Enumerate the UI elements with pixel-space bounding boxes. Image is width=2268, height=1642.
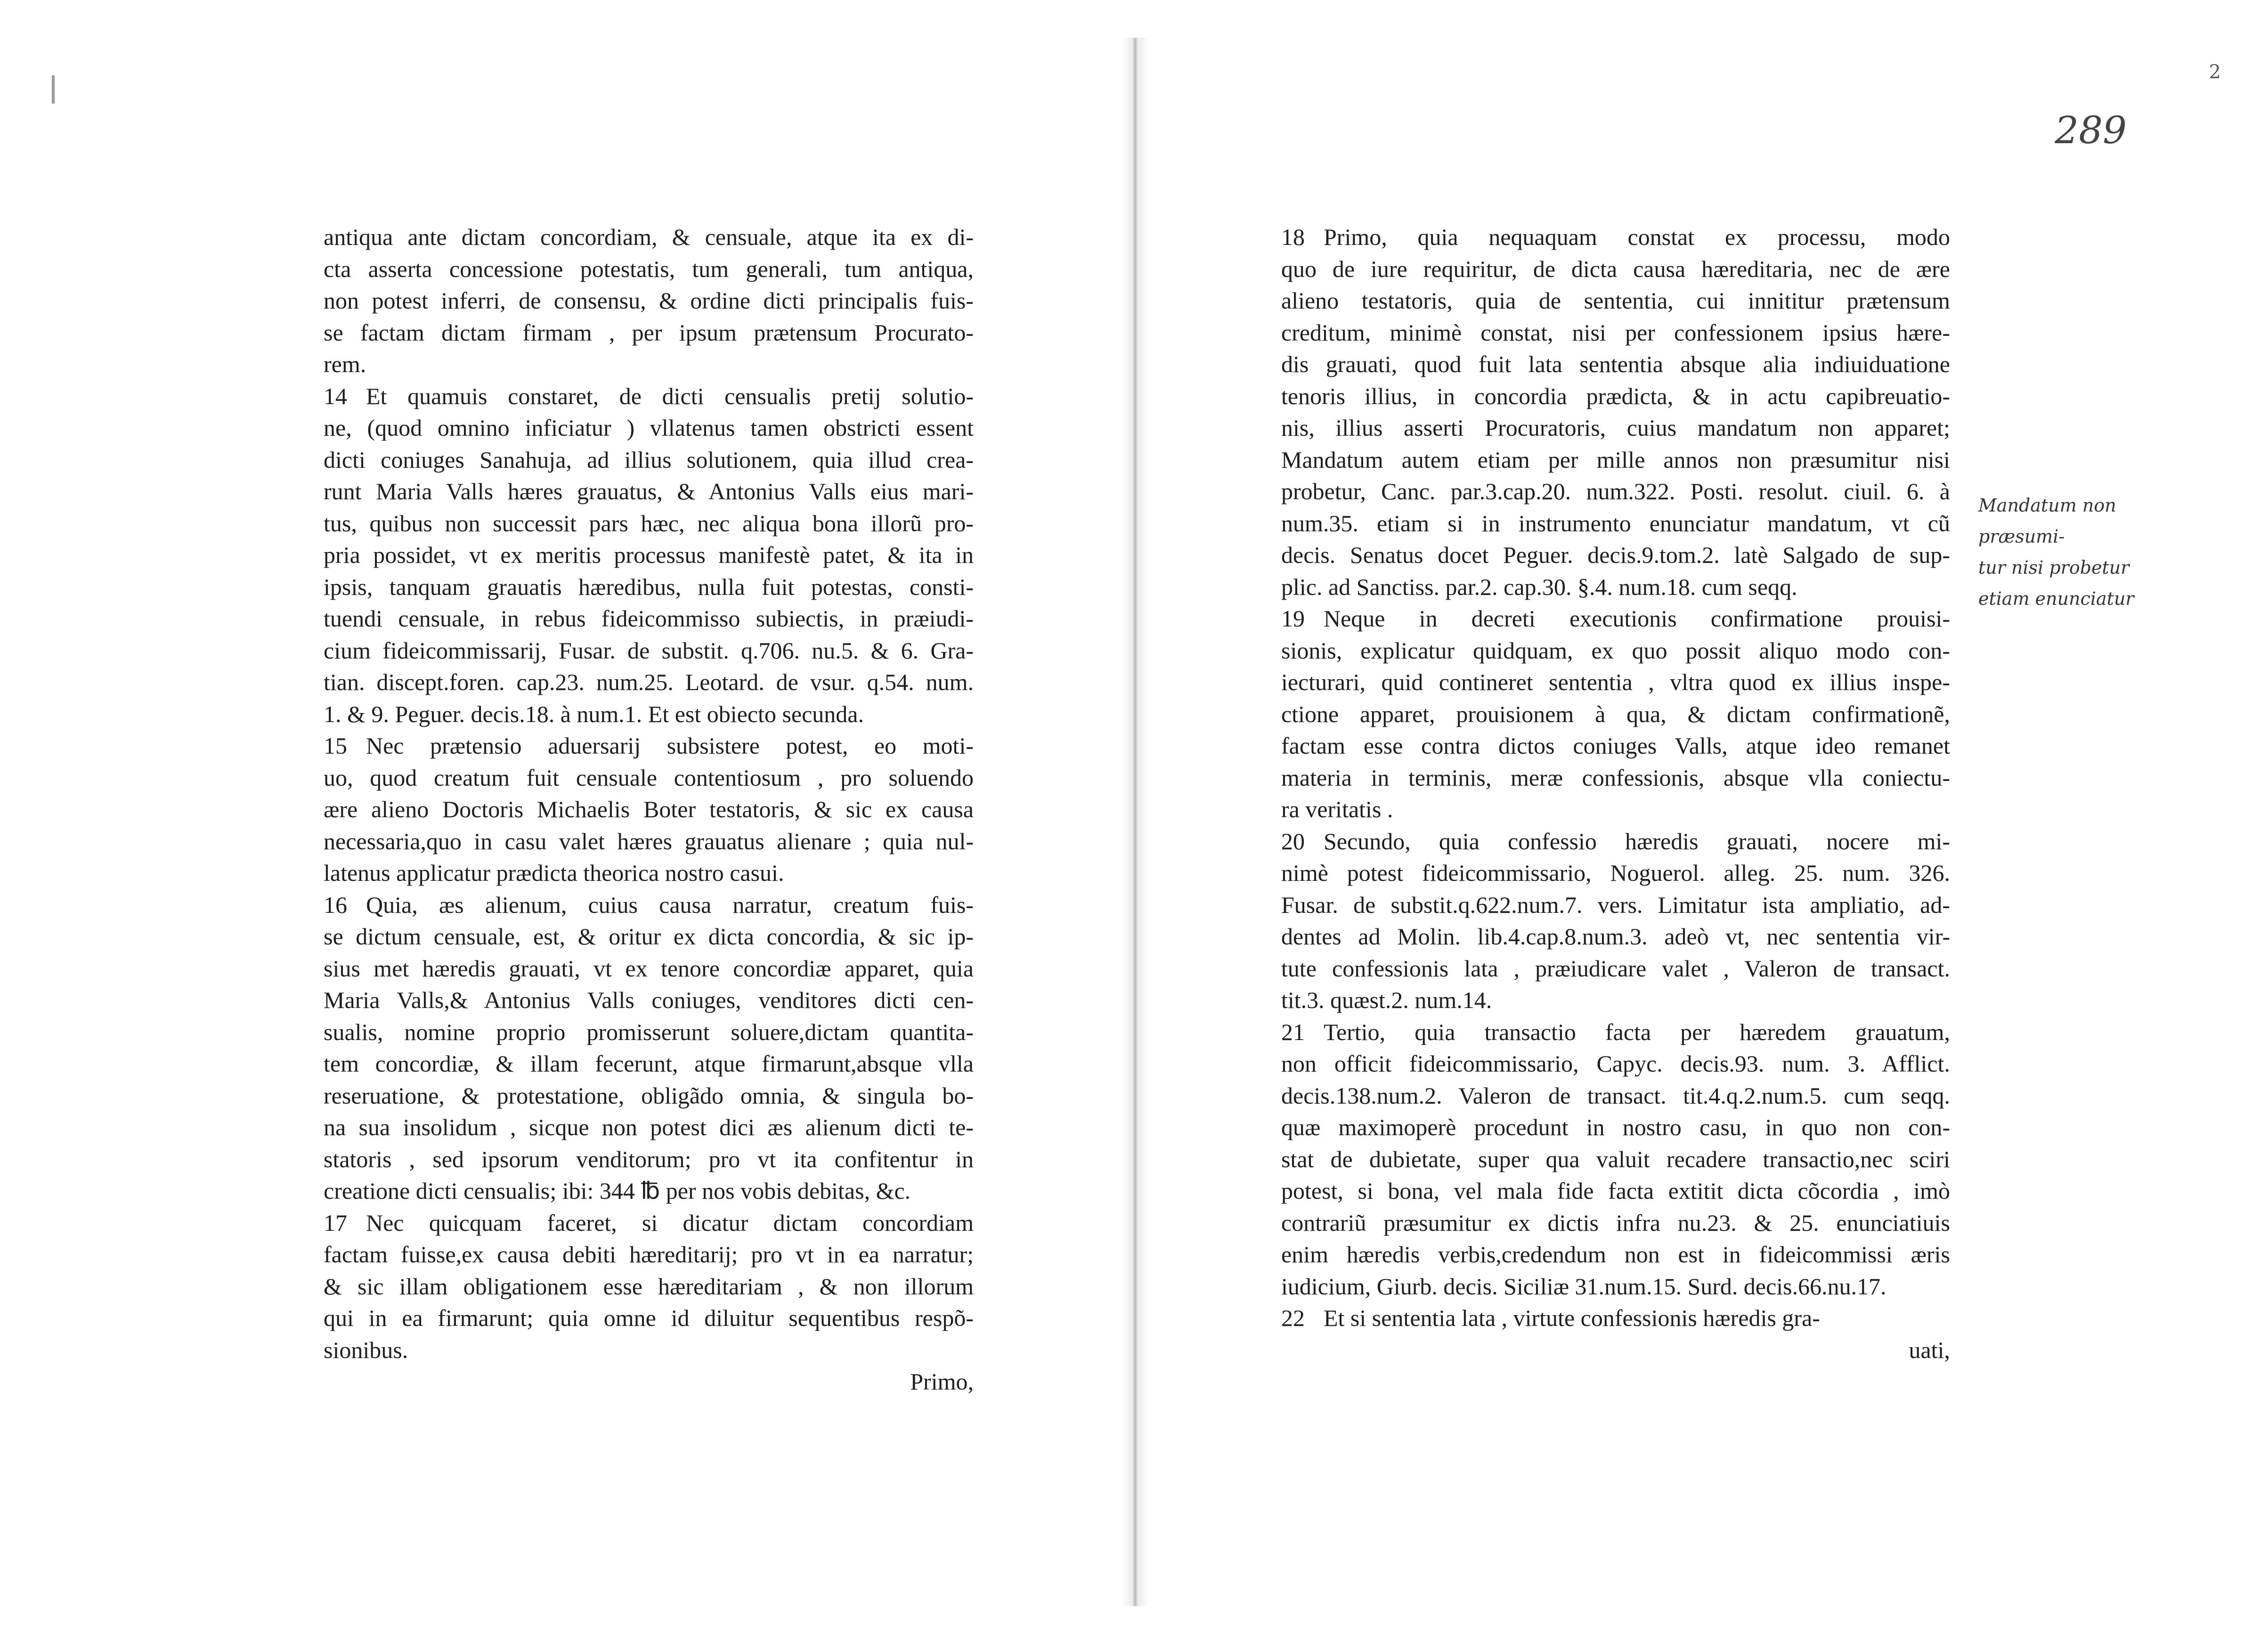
text-line: nis, illius asserti Procuratoris, cuius mandatum non apparet;	[1281, 415, 1950, 441]
text-line: se factam dictam firmam , per ipsum prætensum Procurato-	[324, 319, 974, 346]
margin-note-line: etiam enunciatur	[1978, 588, 2134, 609]
handwritten-margin-note	[1978, 490, 2162, 614]
text-line: sualis, nomine proprio promisserunt soluere,dictam quantita-	[324, 1018, 974, 1045]
text-line: latenus applicatur prædicta theorica nostro casui.	[324, 860, 784, 886]
text-line: tenoris illius, in concordia prædicta, & in actu capibreuatio-	[1281, 382, 1950, 409]
paragraph-number: 14	[324, 382, 347, 409]
text-line: pria possidet, vt ex meritis processus manifestè patet, & ita in	[324, 542, 974, 568]
text-line: Maria Valls,& Antonius Valls coniuges, venditores dicti cen-	[324, 987, 974, 1013]
left-page-text	[324, 221, 974, 1398]
text-line: cium fideicommissarij, Fusar. de substit. q.706. nu.5. & 6. Gra-	[324, 637, 974, 664]
left-page	[0, 0, 1128, 1642]
catchword: Primo,	[910, 1368, 974, 1395]
text-line: sionis, explicatur quidquam, ex quo possit aliquo modo con-	[1281, 637, 1950, 664]
text-line: 14 Et quamuis constaret, de dicti censualis pretij solutio-	[324, 381, 974, 413]
paragraph-number: 16	[324, 891, 347, 918]
text-line: tus, quibus non successit pars hæc, nec aliqua bona illorũ pro-	[324, 510, 974, 536]
text-line: se dictum censuale, est, & oritur ex dicta concordia, & sic ip-	[324, 923, 974, 950]
text-line: antiqua ante dictam concordiam, & censuale, atque ita ex di-	[324, 224, 974, 250]
text-line: runt Maria Valls hæres grauatus, & Antonius Valls eius mari-	[324, 478, 974, 504]
text-line: reseruatione, & protestatione, obligãdo omnia, & singula bo-	[324, 1082, 974, 1109]
margin-note-line: Mandatum non præsumi-	[1978, 495, 2116, 547]
paragraph	[1281, 221, 1950, 603]
right-page	[1140, 0, 2268, 1642]
text-line: non officit fideicommissario, Capyc. decis.93. num. 3. Afflict.	[1281, 1050, 1950, 1077]
text-line: Mandatum autem etiam per mille annos non præsumitur nisi	[1281, 446, 1950, 473]
text-line: 15 Nec prætensio aduersarij subsistere potest, eo moti-	[324, 730, 974, 762]
text-line: contrariũ præsumitur ex dictis infra nu.23. & 25. enunciatiuis	[1281, 1209, 1950, 1236]
text-line: dentes ad Molin. lib.4.cap.8.num.3. adeò vt, nec sententia vir-	[1281, 923, 1950, 950]
text-line: creditum, minimè constat, nisi per confessionem ipsius hære-	[1281, 319, 1950, 346]
corner-mark: 2	[2209, 61, 2221, 83]
text-line: ipsis, tanquam grauatis hæredibus, nulla fuit potestas, consti-	[324, 573, 974, 600]
text-line: factam fuisse,ex causa debiti hæreditarij; pro vt in ea narratur;	[324, 1241, 974, 1268]
text-line: necessaria,quo in casu valet hæres grauatus alienare ; quia nul-	[324, 828, 974, 854]
paragraph-number: 22	[1281, 1305, 1305, 1331]
paragraph-number: 15	[324, 732, 347, 759]
text-line: statoris , sed ipsorum venditorum; pro vt ita confitentur in	[324, 1146, 974, 1172]
text-line: decis. Senatus docet Peguer. decis.9.tom.2. latè Salgado de sup-	[1281, 542, 1950, 568]
text-line: tem concordiæ, & illam fecerunt, atque firmarunt,absque vlla	[324, 1050, 974, 1077]
paragraph-number: 21	[1281, 1018, 1305, 1045]
text-line: non potest inferri, de consensu, & ordine dicti principalis fuis-	[324, 287, 974, 314]
text-line: ctione apparet, prouisionem à qua, & dictam confirmationẽ,	[1281, 700, 1950, 727]
text-line: creatione dicti censualis; ibi: 344 ℔ per nos vobis debitas, &c.	[324, 1178, 911, 1204]
text-line: enim hæredis verbis,credendum non est in fideicommissi æris	[1281, 1241, 1950, 1268]
text-line: factam esse contra dictos coniuges Valls, atque ideo remanet	[1281, 732, 1950, 759]
catchword: uati,	[1909, 1336, 1950, 1363]
text-line: probetur, Canc. par.3.cap.20. num.322. Posti. resolut. ciuil. 6. à	[1281, 478, 1950, 504]
text-line: iecturari, quid contineret sententia , vltra quod ex illius inspe-	[1281, 669, 1950, 695]
paragraph	[1281, 1016, 1950, 1303]
text-line: 18 Primo, quia nequaquam constat ex processu, modo	[1281, 221, 1950, 253]
text-line: 16 Quia, æs alienum, cuius causa narratur, creatum fuis-	[324, 889, 974, 921]
paragraph	[1281, 826, 1950, 1016]
paragraph	[324, 889, 974, 1207]
right-page-text	[1281, 221, 1950, 1366]
paragraph-number: 19	[1281, 605, 1305, 632]
paragraph	[324, 381, 974, 731]
text-line: tuendi censuale, in rebus fideicommisso subiectis, in præiudi-	[324, 605, 974, 632]
text-line: sius met hæredis grauati, vt ex tenore concordiæ apparet, quia	[324, 955, 974, 982]
text-line: quæ maximoperè procedunt in nostro casu, in quo non con-	[1281, 1114, 1950, 1140]
text-line: 19 Neque in decreti executionis confirmatione prouisi-	[1281, 603, 1950, 635]
text-line: cta asserta concessione potestatis, tum generali, tum antiqua,	[324, 255, 974, 282]
page-edge-mark	[52, 75, 55, 104]
text-line: 1. & 9. Peguer. decis.18. à num.1. Et est obiecto secunda.	[324, 700, 864, 727]
text-line: sionibus.	[324, 1336, 408, 1363]
text-line: tute confessionis lata , præiudicare valet , Valeron de transact.	[1281, 955, 1950, 982]
text-line: & sic illam obligationem esse hæreditariam , & non illorum	[324, 1273, 974, 1300]
text-line: 22 Et si sententia lata , virtute confessionis hæredis gra-	[1281, 1302, 1950, 1334]
text-line: num.35. etiam si in instrumento enunciatur mandatum, vt cũ	[1281, 510, 1950, 536]
text-line: dicti coniuges Sanahuja, ad illius solutionem, quia illud crea-	[324, 446, 974, 473]
text-line: potest, si bona, vel mala fide facta extitit dicta cõcordia , imò	[1281, 1178, 1950, 1204]
text-line: alieno testatoris, quia de sententia, cui innititur prætensum	[1281, 287, 1950, 314]
text-line: quo de iure requiritur, de dicta causa hæreditaria, nec de ære	[1281, 255, 1950, 282]
text-line: Fusar. de substit.q.622.num.7. vers. Limitatur ista ampliatio, ad-	[1281, 891, 1950, 918]
text-line: dis grauati, quod fuit lata sententia absque alia indiuiduatione	[1281, 351, 1950, 377]
folio-number: 289	[2055, 108, 2127, 152]
text-line: materia in terminis, meræ confessionis, absque vlla coniectu-	[1281, 764, 1950, 791]
text-line: na sua insolidum , sicque non potest dici æs alienum dicti te-	[324, 1114, 974, 1140]
text-line: tit.3. quæst.2. num.14.	[1281, 987, 1492, 1013]
text-line: decis.138.num.2. Valeron de transact. tit.4.q.2.num.5. cum seqq.	[1281, 1082, 1950, 1109]
text-line: rem.	[324, 351, 366, 377]
text-line: plic. ad Sanctiss. par.2. cap.30. §.4. num.18. cum seqq.	[1281, 573, 1797, 600]
text-line: stat de dubietate, super qua valuit recadere transactio,nec sciri	[1281, 1146, 1950, 1172]
paragraph	[1281, 603, 1950, 826]
paragraph-number: 20	[1281, 828, 1305, 854]
text-line: 21 Tertio, quia transactio facta per hæredem grauatum,	[1281, 1016, 1950, 1049]
text-line: 17 Nec quicquam faceret, si dicatur dictam concordiam	[324, 1207, 974, 1239]
text-line: tian. discept.foren. cap.23. num.25. Leotard. de vsur. q.54. num.	[324, 669, 974, 695]
paragraph	[1281, 1302, 1950, 1334]
margin-note-line: tur nisi probetur	[1978, 557, 2130, 578]
paragraph-number: 17	[324, 1209, 347, 1236]
paragraph	[324, 1207, 974, 1366]
paragraph-number: 18	[1281, 224, 1305, 250]
text-line: uo, quod creatum fuit censuale contentiosum , pro soluendo	[324, 764, 974, 791]
text-line: 20 Secundo, quia confessio hæredis grauati, nocere mi-	[1281, 826, 1950, 858]
text-line: qui in ea firmarunt; quia omne id diluitur sequentibus respõ-	[324, 1305, 974, 1331]
paragraph	[324, 221, 974, 381]
text-line: iudicium, Giurb. decis. Siciliæ 31.num.15. Surd. decis.66.nu.17.	[1281, 1273, 1886, 1300]
text-line: ære alieno Doctoris Michaelis Boter testatoris, & sic ex causa	[324, 796, 974, 822]
text-line: nimè potest fideicommissario, Noguerol. alleg. 25. num. 326.	[1281, 860, 1950, 886]
text-line: ra veritatis .	[1281, 796, 1393, 822]
paragraph	[324, 730, 974, 889]
text-line: ne, (quod omnino inficiatur ) vllatenus tamen obstricti essent	[324, 415, 974, 441]
